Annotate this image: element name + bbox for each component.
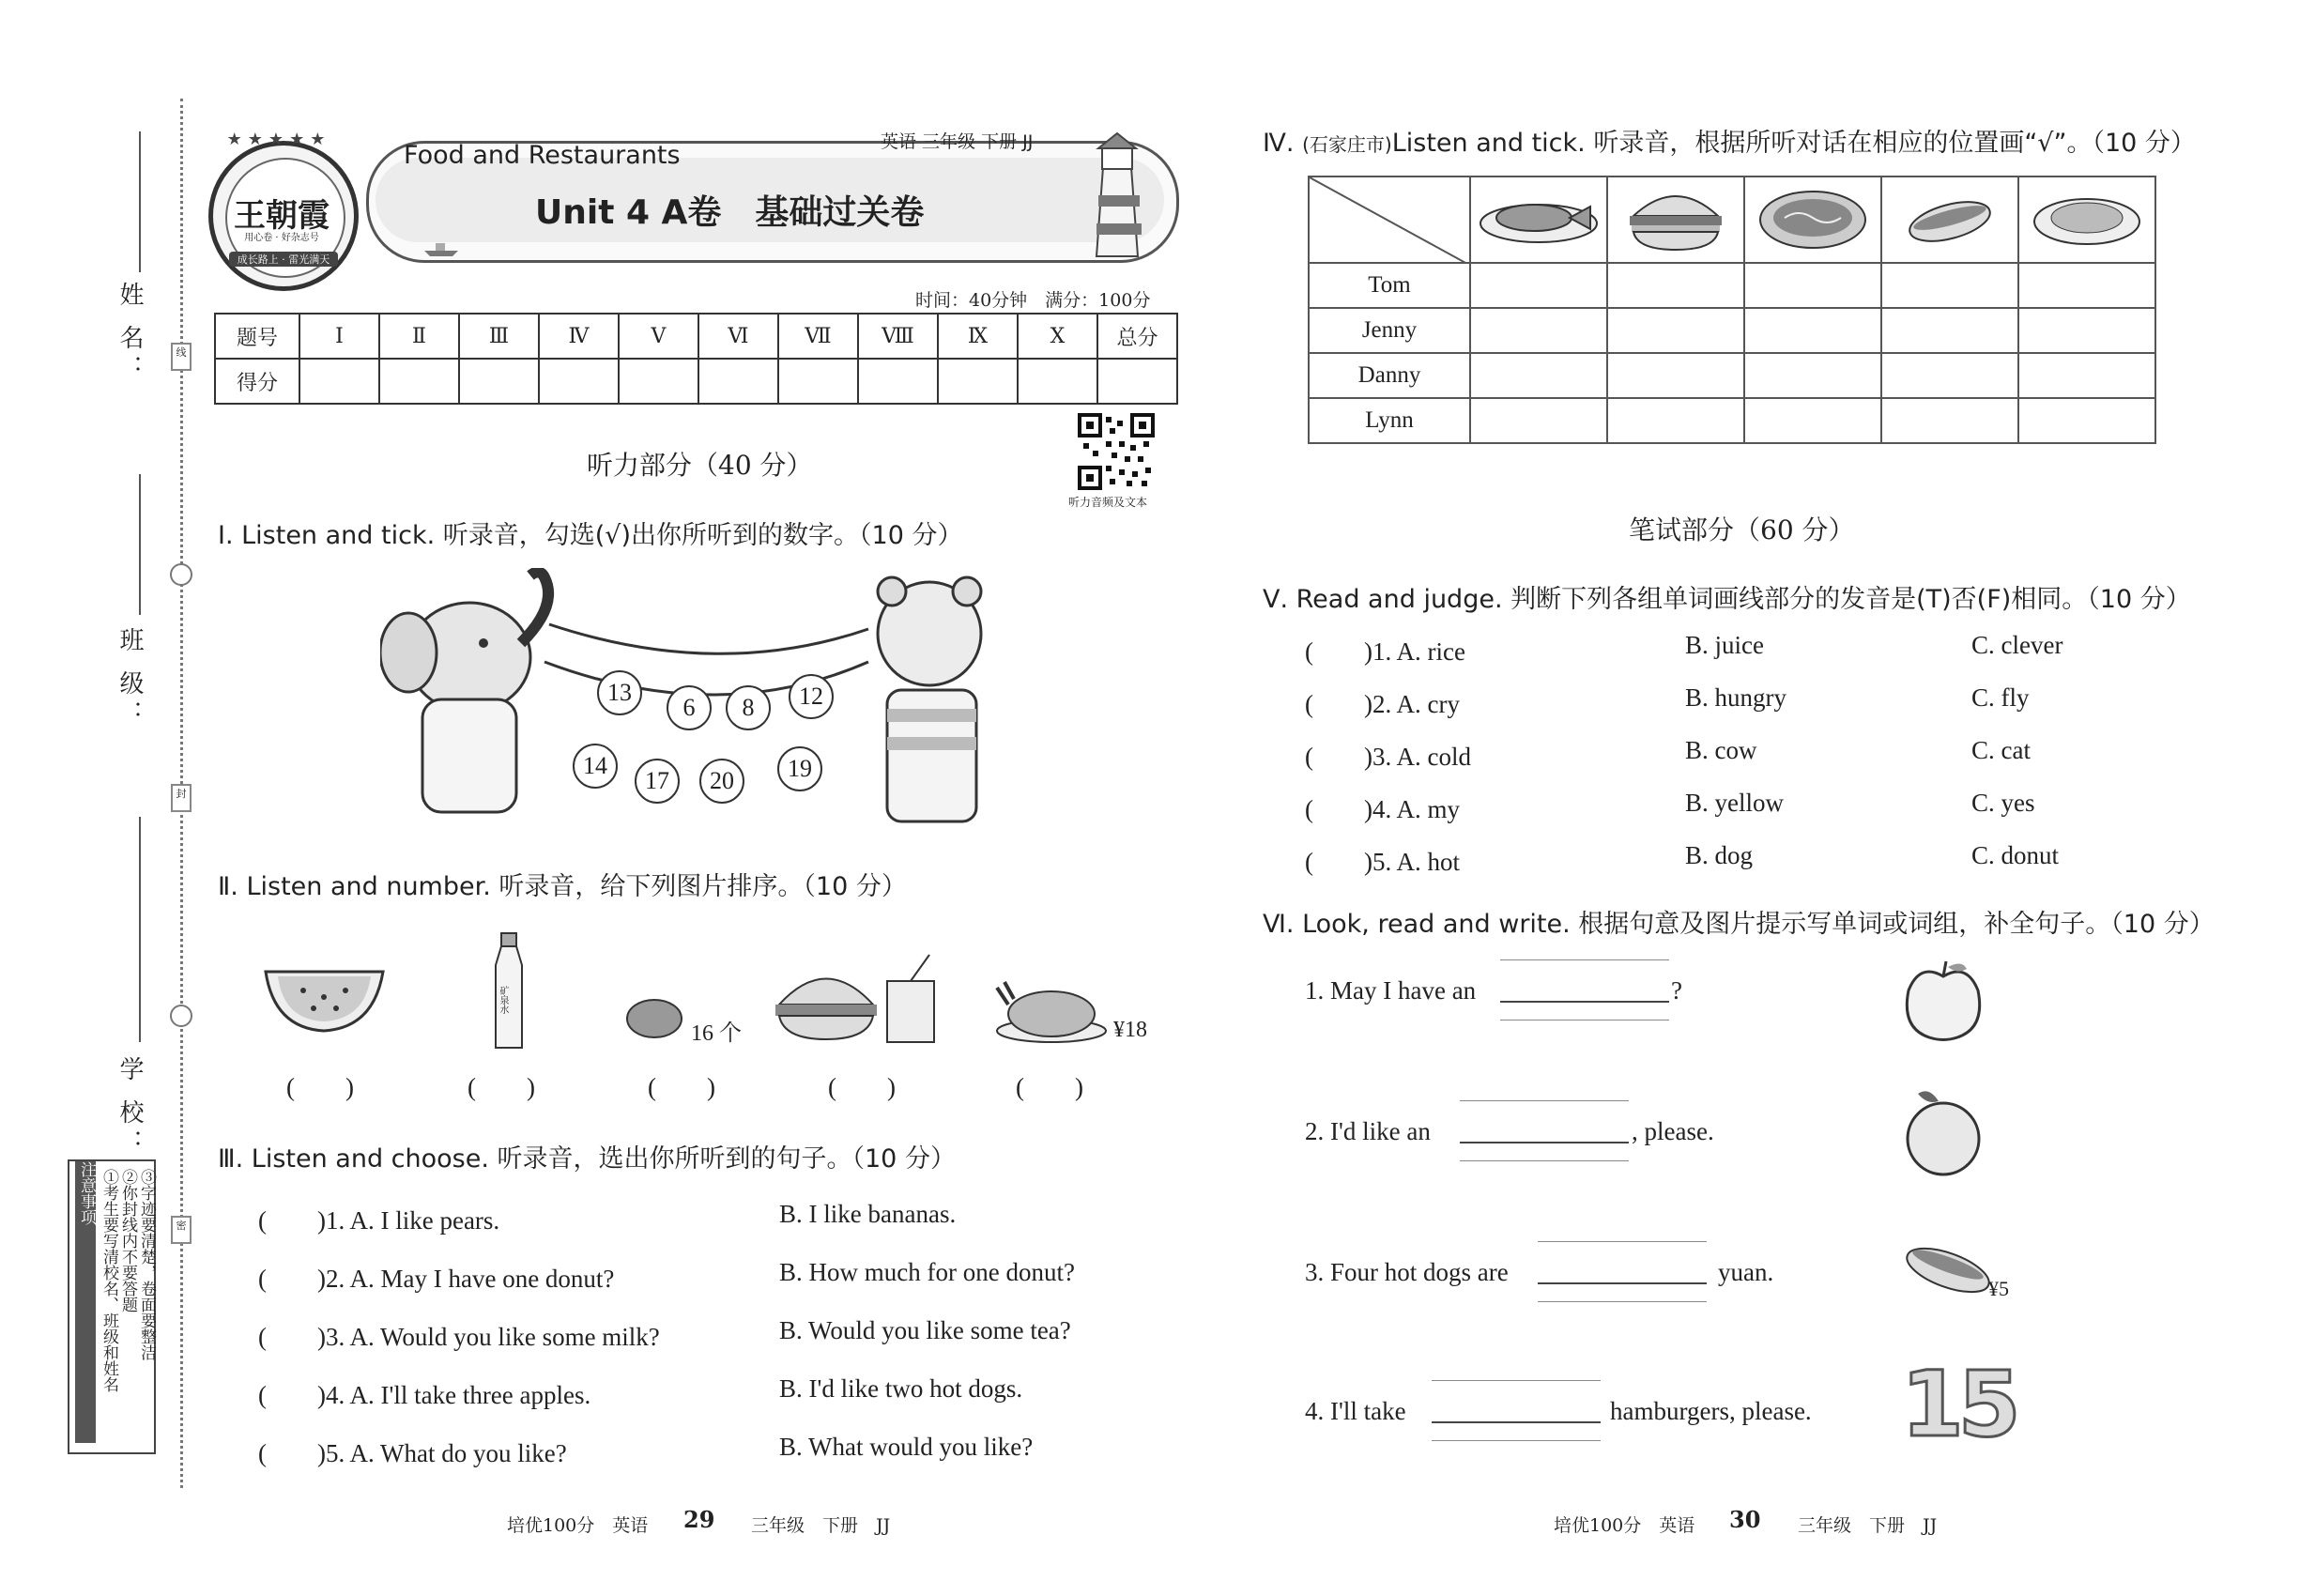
class-field[interactable] — [139, 474, 141, 615]
tick-row — [1309, 308, 2155, 353]
writing-header: 笔试部分（60 分） — [1629, 514, 1855, 545]
watermelon-icon — [261, 967, 388, 1035]
hamburger-icon — [1624, 182, 1727, 252]
row-name: Lynn — [1309, 398, 1470, 443]
tick-cell[interactable] — [1607, 398, 1744, 443]
row-name: Jenny — [1309, 308, 1470, 353]
tick-cell[interactable] — [1744, 263, 1881, 308]
tick-cell[interactable] — [1881, 308, 2018, 353]
answer-paren[interactable]: ( ) — [1016, 1073, 1083, 1101]
row-name: Danny — [1309, 353, 1470, 398]
question-3-2-b: B. How much for one donut? — [779, 1258, 1075, 1286]
tick-cell[interactable] — [1607, 353, 1744, 398]
binding-hole — [170, 1005, 192, 1027]
guide-line — [1500, 1020, 1669, 1021]
hot-dog-icon — [1901, 1235, 1995, 1300]
notice-box — [68, 1159, 156, 1454]
question-3-1-b: B. I like bananas. — [779, 1200, 957, 1228]
header-subtitle: Food and Restaurants — [404, 141, 681, 170]
section4-instruction: Listen and tick. 听录音，根据所听对话在相应的位置画“√”。（10 分） — [1391, 129, 2196, 158]
time-info: 时间：40分钟 满分：100分 — [915, 290, 1151, 311]
sentence-3-start: 3. Four hot dogs are — [1305, 1258, 1509, 1286]
logo-sub: 用心卷 · 好杂志号 — [244, 233, 319, 243]
question-3-4-b: B. I'd like two hot dogs. — [779, 1374, 1023, 1403]
binding-tag-line: 线 — [171, 343, 192, 371]
footer-right-page: 30 — [1729, 1506, 1761, 1533]
row-name: Tom — [1309, 263, 1470, 308]
class-label: 班 级： — [115, 627, 144, 731]
food-cell — [1881, 176, 2018, 263]
ship-icon — [422, 239, 460, 258]
question-5-1-a[interactable]: ( )1. A. rice — [1305, 637, 1465, 666]
sentence-4-end: hamburgers, please. — [1610, 1397, 1812, 1425]
sentence-1-end: ? — [1671, 976, 1682, 1005]
chicken-price: ¥18 — [1113, 1018, 1147, 1042]
guide-line — [1538, 1301, 1707, 1302]
score-cell[interactable] — [1018, 359, 1097, 404]
tick-cell[interactable] — [1470, 308, 1607, 353]
score-header-cell: Ⅲ — [459, 314, 539, 359]
score-header-cell: Ⅷ — [858, 314, 938, 359]
rice-dish-icon — [2031, 184, 2143, 250]
apple-icon — [1901, 958, 1986, 1042]
number-ornament[interactable]: 20 — [699, 759, 744, 804]
tick-cell[interactable] — [1470, 263, 1607, 308]
score-cell[interactable] — [778, 359, 858, 404]
question-5-4-c: C. yes — [1971, 789, 2035, 817]
section4-title — [1263, 122, 2196, 159]
name-field[interactable] — [139, 131, 141, 272]
tick-cell[interactable] — [1881, 353, 2018, 398]
corner-cell — [1309, 176, 1470, 263]
tick-cell[interactable] — [2018, 398, 2155, 443]
score-cell[interactable] — [619, 359, 698, 404]
header-meta: 英语 三年级 下册 JJ — [881, 131, 1034, 152]
footer-left-rest: 三年级 下册 JJ — [751, 1515, 891, 1536]
qr-caption: 听力音频及文本 — [1068, 496, 1148, 509]
score-header-cell: Ⅸ — [938, 314, 1018, 359]
score-header-row — [215, 314, 1177, 359]
score-header-cell: 总分 — [1097, 314, 1177, 359]
section6-title: Ⅵ. Look, read and write. 根据句意及图片提示写单词或词组，补全句子。（10 分） — [1263, 910, 2215, 939]
noodles-icon — [1756, 182, 1869, 252]
score-cell[interactable] — [858, 359, 938, 404]
guide-line — [1432, 1440, 1601, 1441]
question-3-5-b: B. What would you like? — [779, 1433, 1034, 1461]
logo-motto: 成长路上 · 雷光满天 — [229, 252, 338, 267]
tick-cell[interactable] — [2018, 308, 2155, 353]
score-header-cell: Ⅳ — [539, 314, 619, 359]
tick-row — [1309, 353, 2155, 398]
guide-line — [1460, 1160, 1629, 1161]
food-cell — [1607, 176, 1744, 263]
tick-cell[interactable] — [1470, 353, 1607, 398]
binding-tag-secret: 密 — [171, 1216, 192, 1244]
score-header-cell: 题号 — [215, 314, 299, 359]
question-5-3-b: B. cow — [1685, 736, 1757, 764]
section4-city: (石家庄市) — [1302, 133, 1392, 156]
score-row — [215, 359, 1177, 404]
tick-cell[interactable] — [1881, 398, 2018, 443]
score-cell[interactable] — [698, 359, 778, 404]
notice-title: 注意事项 — [75, 1161, 96, 1443]
qr-code-icon — [1078, 413, 1155, 490]
footer-right-rest: 三年级 下册 JJ — [1798, 1515, 1938, 1536]
sentence-2-start: 2. I'd like an — [1305, 1117, 1431, 1145]
tick-row — [1309, 398, 2155, 443]
answer-paren[interactable]: ( ) — [828, 1073, 896, 1101]
question-3-3-a[interactable]: ( )3. A. Would you like some milk? — [258, 1323, 660, 1351]
score-cell[interactable] — [459, 359, 539, 404]
egg-count: 16 个 — [691, 1021, 742, 1046]
sentence-2-end: , please. — [1632, 1117, 1714, 1145]
question-5-3-c: C. cat — [1971, 736, 2031, 764]
tick-cell[interactable] — [1744, 398, 1881, 443]
hot-dog-icon — [1903, 184, 1997, 250]
tick-cell[interactable] — [1881, 263, 2018, 308]
food-cell — [1744, 176, 1881, 263]
question-5-2-b: B. hungry — [1685, 683, 1786, 712]
number-ornament[interactable]: 12 — [789, 674, 834, 719]
section2-title: Ⅱ. Listen and number. 听录音，给下列图片排序。（10 分） — [218, 872, 907, 901]
question-5-3-a[interactable]: ( )3. A. cold — [1305, 743, 1471, 771]
fish-icon — [1478, 184, 1600, 250]
question-5-2-c: C. fly — [1971, 683, 2030, 712]
food-header-row — [1309, 176, 2155, 263]
score-header-cell: Ⅰ — [299, 314, 379, 359]
score-header-cell: Ⅱ — [379, 314, 459, 359]
footer-right-text: 培优100分 英语 — [1554, 1515, 1695, 1536]
number-ornament[interactable]: 17 — [635, 759, 680, 804]
header-title: Unit 4 A卷 基础过关卷 — [535, 193, 925, 232]
tick-row — [1309, 263, 2155, 308]
question-5-1-b: B. juice — [1685, 631, 1764, 659]
question-5-5-a[interactable]: ( )5. A. hot — [1305, 848, 1460, 876]
tick-cell[interactable] — [1470, 398, 1607, 443]
tick-cell[interactable] — [2018, 263, 2155, 308]
score-cell[interactable] — [539, 359, 619, 404]
number-ornament[interactable]: 14 — [573, 744, 618, 789]
food-cell — [2018, 176, 2155, 263]
question-3-3-b: B. Would you like some tea? — [779, 1316, 1071, 1344]
answer-line-3[interactable] — [1538, 1282, 1707, 1284]
question-3-1-a[interactable]: ( )1. A. I like pears. — [258, 1206, 500, 1235]
egg-icon — [624, 997, 684, 1040]
section1-title: Ⅰ. Listen and tick. 听录音，勾选(√)出你所听到的数字。（10 分） — [218, 521, 963, 550]
number-ornament[interactable]: 8 — [726, 685, 771, 730]
binding-hole — [170, 563, 192, 586]
question-3-2-a[interactable]: ( )2. A. May I have one donut? — [258, 1265, 615, 1293]
number-ornament[interactable]: 13 — [597, 670, 642, 715]
name-label: 姓 名： — [115, 282, 144, 386]
tick-cell[interactable] — [1744, 353, 1881, 398]
question-5-2-a[interactable]: ( )2. A. cry — [1305, 690, 1460, 718]
guide-line — [1460, 1100, 1629, 1101]
question-5-4-a[interactable]: ( )4. A. my — [1305, 795, 1460, 823]
section4-numeral: Ⅳ. — [1263, 129, 1303, 158]
school-field[interactable] — [139, 817, 141, 1042]
answer-line-4[interactable] — [1432, 1421, 1601, 1423]
sentence-1-start: 1. May I have an — [1305, 976, 1477, 1005]
notice-item-2: ②你封线内不要答题 — [118, 1169, 137, 1312]
score-header-cell: Ⅵ — [698, 314, 778, 359]
answer-line-2[interactable] — [1460, 1142, 1629, 1143]
tick-cell[interactable] — [1744, 308, 1881, 353]
notice-item-1: ①考生要写清校名、班级和姓名 — [100, 1169, 118, 1392]
number-ornament[interactable]: 19 — [777, 746, 822, 791]
school-label: 学 校： — [115, 1056, 144, 1160]
section3-title: Ⅲ. Listen and choose. 听录音，选出你所听到的句子。（10 分） — [218, 1144, 956, 1174]
number-ornament[interactable]: 6 — [667, 685, 712, 730]
tick-cell[interactable] — [1607, 308, 1744, 353]
question-3-5-a[interactable]: ( )5. A. What do you like? — [258, 1439, 567, 1467]
sentence-4-start: 4. I'll take — [1305, 1397, 1406, 1425]
bottle-label: 矿泉水 — [498, 986, 508, 1014]
logo-name: 王朝霞 — [234, 199, 330, 234]
score-header-cell: Ⅹ — [1018, 314, 1097, 359]
tick-cell[interactable] — [2018, 353, 2155, 398]
footer-left-text: 培优100分 英语 — [507, 1515, 649, 1536]
tick-cell[interactable] — [1607, 263, 1744, 308]
food-cell — [1470, 176, 1607, 263]
notice-item-3: ③字迹要清楚，卷面要整洁 — [137, 1169, 156, 1360]
binding-tag-seal: 封 — [171, 784, 192, 812]
listening-header: 听力部分（40 分） — [587, 450, 813, 481]
footer-left-page: 29 — [683, 1506, 715, 1533]
guide-line — [1500, 959, 1669, 960]
question-5-1-c: C. clever — [1971, 631, 2063, 659]
score-header-cell: Ⅴ — [619, 314, 698, 359]
guide-line — [1432, 1380, 1601, 1381]
question-5-5-b: B. dog — [1685, 841, 1754, 869]
answer-paren[interactable]: ( ) — [648, 1073, 715, 1101]
score-header-cell: Ⅶ — [778, 314, 858, 359]
score-row-label: 得分 — [215, 359, 299, 404]
answer-paren[interactable]: ( ) — [468, 1073, 535, 1101]
score-cell[interactable] — [299, 359, 379, 404]
section4-table — [1308, 176, 2156, 444]
section5-title: Ⅴ. Read and judge. 判断下列各组单词画线部分的发音是(T)否(F)相同。（10 分） — [1263, 585, 2191, 614]
burger-and-drink-icon — [770, 953, 948, 1047]
score-table — [214, 313, 1178, 405]
logo-stars: ★★★★★ — [226, 130, 331, 149]
score-cell[interactable] — [379, 359, 459, 404]
question-5-5-c: C. donut — [1971, 841, 2060, 869]
question-5-4-b: B. yellow — [1685, 789, 1784, 817]
score-cell[interactable] — [938, 359, 1018, 404]
lighthouse-icon — [1080, 130, 1155, 261]
answer-line-1[interactable] — [1500, 1001, 1669, 1003]
score-cell[interactable] — [1097, 359, 1177, 404]
question-3-4-a[interactable]: ( )4. A. I'll take three apples. — [258, 1381, 591, 1409]
sentence-3-end: yuan. — [1718, 1258, 1774, 1286]
number-15-picture: 15 — [1901, 1352, 2016, 1457]
answer-paren[interactable]: ( ) — [286, 1073, 354, 1101]
roast-chicken-icon — [995, 976, 1108, 1044]
orange-icon — [1901, 1084, 1986, 1178]
guide-line — [1538, 1241, 1707, 1242]
hot-dog-price: ¥5 — [1988, 1277, 2009, 1300]
